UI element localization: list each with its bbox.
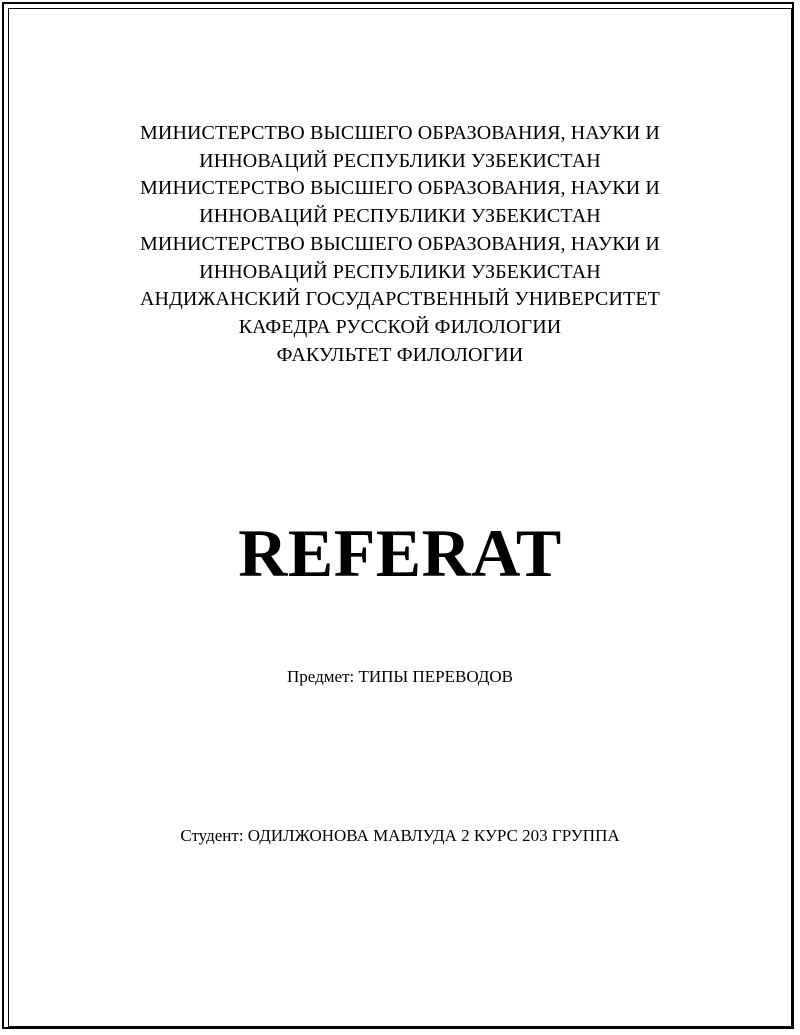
student-line bbox=[0, 825, 800, 847]
department-name: КАФЕДРА РУССКОЙ ФИЛОЛОГИИ bbox=[238, 315, 562, 338]
institution-header bbox=[0, 120, 800, 369]
student-value: ОДИЛЖОНОВА МАВЛУДА 2 КУРС 203 ГРУППА bbox=[247, 826, 620, 845]
faculty-name: ФАКУЛЬТЕТ ФИЛОЛОГИИ bbox=[276, 343, 524, 366]
subject-value: ТИПЫ ПЕРЕВОДОВ bbox=[358, 667, 513, 686]
university-name: АНДИЖАНСКИЙ ГОСУДАРСТВЕННЫЙ УНИВЕРСИТЕТ bbox=[140, 288, 660, 311]
header-line: МИНИСТЕРСТВО ВЫСШЕГО ОБРАЗОВАНИЯ, НАУКИ И bbox=[140, 122, 660, 144]
header-line: МИНИСТЕРСТВО ВЫСШЕГО ОБРАЗОВАНИЯ, НАУКИ И bbox=[140, 232, 660, 255]
student-label: Студент: bbox=[180, 826, 244, 845]
document-title: REFERAT bbox=[238, 515, 562, 591]
subject-line bbox=[0, 666, 800, 688]
header-line: ИННОВАЦИЙ РЕСПУБЛИКИ УЗБЕКИСТАН bbox=[199, 149, 601, 172]
header-line: МИНИСТЕРСТВО ВЫСШЕГО ОБРАЗОВАНИЯ, НАУКИ И bbox=[140, 177, 660, 200]
subject-label: Предмет: bbox=[287, 667, 355, 686]
header-line: ИННОВАЦИЙ РЕСПУБЛИКИ УЗБЕКИСТАН bbox=[199, 205, 601, 228]
header-line: ИННОВАЦИЙ РЕСПУБЛИКИ УЗБЕКИСТАН bbox=[199, 260, 601, 283]
